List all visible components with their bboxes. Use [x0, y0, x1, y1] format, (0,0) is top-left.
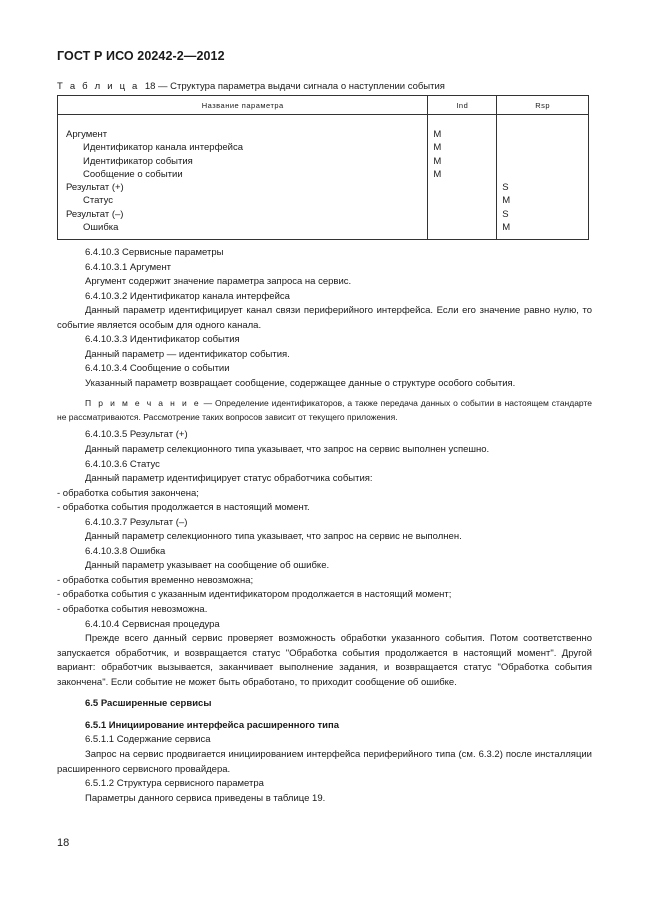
document-body: [57, 246, 592, 806]
page-number: 18: [57, 837, 70, 849]
section-heading: 6.5.1 Инициирование интерфейса расширенного типа: [85, 719, 340, 731]
paragraph: Данный параметр селекционного типа указывает, что запрос на сервис выполнен успешно.: [85, 444, 490, 456]
subsection-heading: 6.4.10.3.7 Результат (–): [85, 516, 188, 528]
paragraph: Прежде всего данный сервис проверяет возможность обработки указанного события. Потом соответственно запускается обработчик, и возвращается статус "Обработка события продолжается в настоящий момент". Другой вариант: обработчик вызывается, заканчивает выполнение задания, и возвращается статус "Обработка события закончена". Если событие не может быть обработано, то приходит сообщение об ошибке.: [57, 633, 592, 688]
column-header-rsp: Rsp: [497, 96, 589, 115]
parameter-name: Идентификатор события: [83, 155, 193, 167]
parameter-name: Сообщение о событии: [83, 168, 183, 180]
section-heading: 6.5 Расширенные сервисы: [85, 698, 212, 710]
ind-value: [433, 194, 496, 207]
ind-value: [433, 181, 496, 194]
column-header-name: Название параметра: [58, 96, 428, 115]
paragraph: Данный параметр идентифицирует статус обработчика события:: [85, 473, 373, 485]
rsp-value: [502, 168, 588, 181]
note: [57, 397, 592, 424]
ind-value: [433, 208, 496, 221]
paragraph: Данный параметр идентифицирует канал связи периферийного интерфейса. Если его значение равно нулю, то событие является особым для одного канала.: [57, 305, 592, 331]
table-header-row: [58, 96, 589, 115]
section-heading: 6.4.10.4 Сервисная процедура: [85, 618, 220, 630]
paragraph: Данный параметр — идентификатор события.: [85, 348, 290, 360]
paragraph: Данный параметр указывает на сообщение об ошибке.: [85, 560, 330, 572]
list-item: - обработка события продолжается в настоящий момент.: [57, 502, 310, 514]
table-body-row: [58, 115, 589, 240]
list-item: - обработка события закончена;: [57, 487, 199, 499]
note-label: П р и м е ч а н и е: [85, 398, 201, 409]
parameter-table: [57, 95, 589, 240]
subsection-heading: 6.5.1.2 Структура сервисного параметра: [85, 778, 264, 790]
subsection-heading: 6.4.10.3.6 Статус: [85, 458, 160, 470]
ind-value: [433, 221, 496, 234]
ind-value: M: [433, 168, 442, 180]
paragraph: Указанный параметр возвращает сообщение, содержащее данные о структуре особого события.: [85, 377, 516, 389]
paragraph: Аргумент содержит значение параметра запроса на сервис.: [85, 276, 352, 288]
ind-value: M: [433, 155, 442, 167]
subsection-heading: 6.4.10.3.3 Идентификатор события: [85, 334, 240, 346]
parameter-name: Идентификатор канала интерфейса: [83, 142, 244, 154]
parameter-name: Результат (+): [66, 182, 124, 194]
rsp-value: M: [502, 195, 511, 207]
subsection-heading: 6.4.10.3.5 Результат (+): [85, 429, 188, 441]
rsp-value: [502, 155, 588, 168]
rsp-cell: [497, 115, 589, 240]
rsp-value: [502, 128, 588, 141]
parameter-name-cell: [58, 115, 428, 240]
section-heading: 6.4.10.3 Сервисные параметры: [85, 247, 224, 258]
ind-value: M: [433, 142, 442, 154]
parameter-name: Статус: [83, 195, 114, 207]
rsp-value: [502, 141, 588, 154]
rsp-value: S: [502, 182, 509, 194]
standard-header: ГОСТ Р ИСО 20242-2—2012: [57, 49, 225, 63]
list-item: - обработка события с указанным идентификатором продолжается в настоящий момент;: [57, 589, 452, 601]
parameter-name: Результат (–): [66, 208, 124, 220]
rsp-value: S: [502, 208, 509, 220]
subsection-heading: 6.4.10.3.2 Идентификатор канала интерфейса: [85, 290, 290, 302]
subsection-heading: 6.5.1.1 Содержание сервиса: [85, 734, 211, 746]
rsp-value: M: [502, 222, 511, 234]
parameter-name: Аргумент: [66, 129, 108, 140]
paragraph: Параметры данного сервиса приведены в таблице 19.: [85, 792, 326, 804]
ind-value: M: [433, 129, 442, 140]
paragraph: Запрос на сервис продвигается инициированием интерфейса периферийного типа (см. 6.3.2) после инсталляции расширенного сервисного провайдера.: [57, 748, 592, 775]
subsection-heading: 6.4.10.3.1 Аргумент: [85, 261, 172, 273]
parameter-name: Ошибка: [83, 222, 119, 234]
list-item: - обработка события невозможна.: [57, 604, 208, 616]
subsection-heading: 6.4.10.3.4 Сообщение о событии: [85, 363, 230, 375]
subsection-heading: 6.4.10.3.8 Ошибка: [85, 545, 166, 557]
table-caption-label: Т а б л и ц а: [57, 81, 140, 92]
paragraph: Данный параметр селекционного типа указывает, что запрос на сервис не выполнен.: [85, 531, 462, 543]
list-item: - обработка события временно невозможна;: [57, 574, 254, 586]
ind-cell: [428, 115, 497, 240]
column-header-ind: Ind: [428, 96, 497, 115]
note-text: — Определение идентификаторов, а также передача данных о событии в настоящем стандарте не рассматриваются. Рассмотрение таких вопросов зависит от текущего приложения.: [57, 398, 592, 422]
table-caption-text: 18 — Структура параметра выдачи сигнала о наступлении события: [144, 81, 445, 92]
table-caption: [57, 81, 445, 92]
